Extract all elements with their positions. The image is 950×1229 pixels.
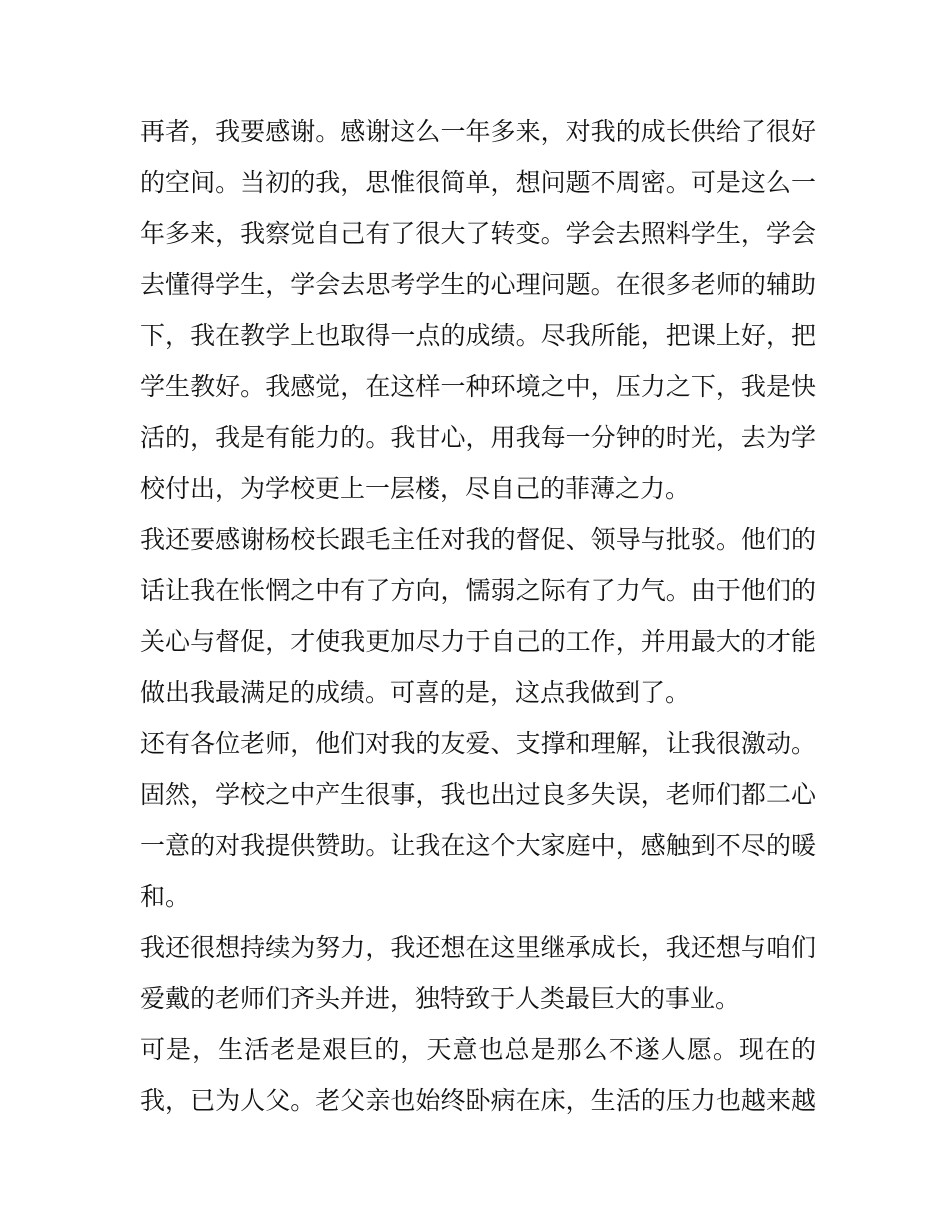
paragraph-1 — [140, 106, 816, 514]
paragraph-2 — [140, 514, 816, 718]
text-line: 话让我在怅惘之中有了方向，懦弱之际有了力气。由于他们的 — [140, 576, 816, 605]
text-line: 还有各位老师，他们对我的友爱、支撑和理解，让我很激动。 — [140, 729, 816, 758]
text-line: 活的，我是有能力的。我甘心，用我每一分钟的时光，去为学 — [140, 423, 816, 452]
text-line: 的空间。当初的我，思惟很简单，想问题不周密。可是这么一 — [140, 168, 816, 197]
text-line: 关心与督促，才使我更加尽力于自己的工作，并用最大的才能 — [140, 627, 816, 656]
paragraph-3 — [140, 718, 816, 922]
text-line: 学生教好。我感觉，在这样一种环境之中，压力之下，我是快 — [140, 372, 816, 401]
paragraph-4 — [140, 922, 816, 1024]
text-line: 去懂得学生，学会去思考学生的心理问题。在很多老师的辅助 — [140, 270, 816, 299]
text-line: 和。 — [140, 882, 191, 911]
text-line: 可是，生活老是艰巨的，天意也总是那么不遂人愿。现在的 — [140, 1035, 816, 1064]
text-line: 我，已为人父。老父亲也始终卧病在床，生活的压力也越来越 — [140, 1086, 816, 1115]
text-line: 固然，学校之中产生很事，我也出过良多失误，老师们都二心 — [140, 780, 816, 809]
text-line: 爱戴的老师们齐头并进，独特致于人类最巨大的事业。 — [140, 984, 741, 1013]
text-line: 校付出，为学校更上一层楼，尽自己的菲薄之力。 — [140, 474, 691, 503]
text-line: 年多来，我察觉自己有了很大了转变。学会去照料学生，学会 — [140, 219, 816, 248]
text-line: 再者，我要感谢。感谢这么一年多来，对我的成长供给了很好 — [140, 117, 816, 146]
body-text — [140, 106, 816, 1126]
paragraph-5 — [140, 1024, 816, 1126]
text-line: 一意的对我提供赞助。让我在这个大家庭中，感触到不尽的暖 — [140, 831, 816, 860]
text-line: 我还要感谢杨校长跟毛主任对我的督促、领导与批驳。他们的 — [140, 525, 816, 554]
text-line: 下，我在教学上也取得一点的成绩。尽我所能，把课上好，把 — [140, 321, 816, 350]
text-line: 做出我最满足的成绩。可喜的是，这点我做到了。 — [140, 678, 691, 707]
text-line: 我还很想持续为努力，我还想在这里继承成长，我还想与咱们 — [140, 933, 816, 962]
